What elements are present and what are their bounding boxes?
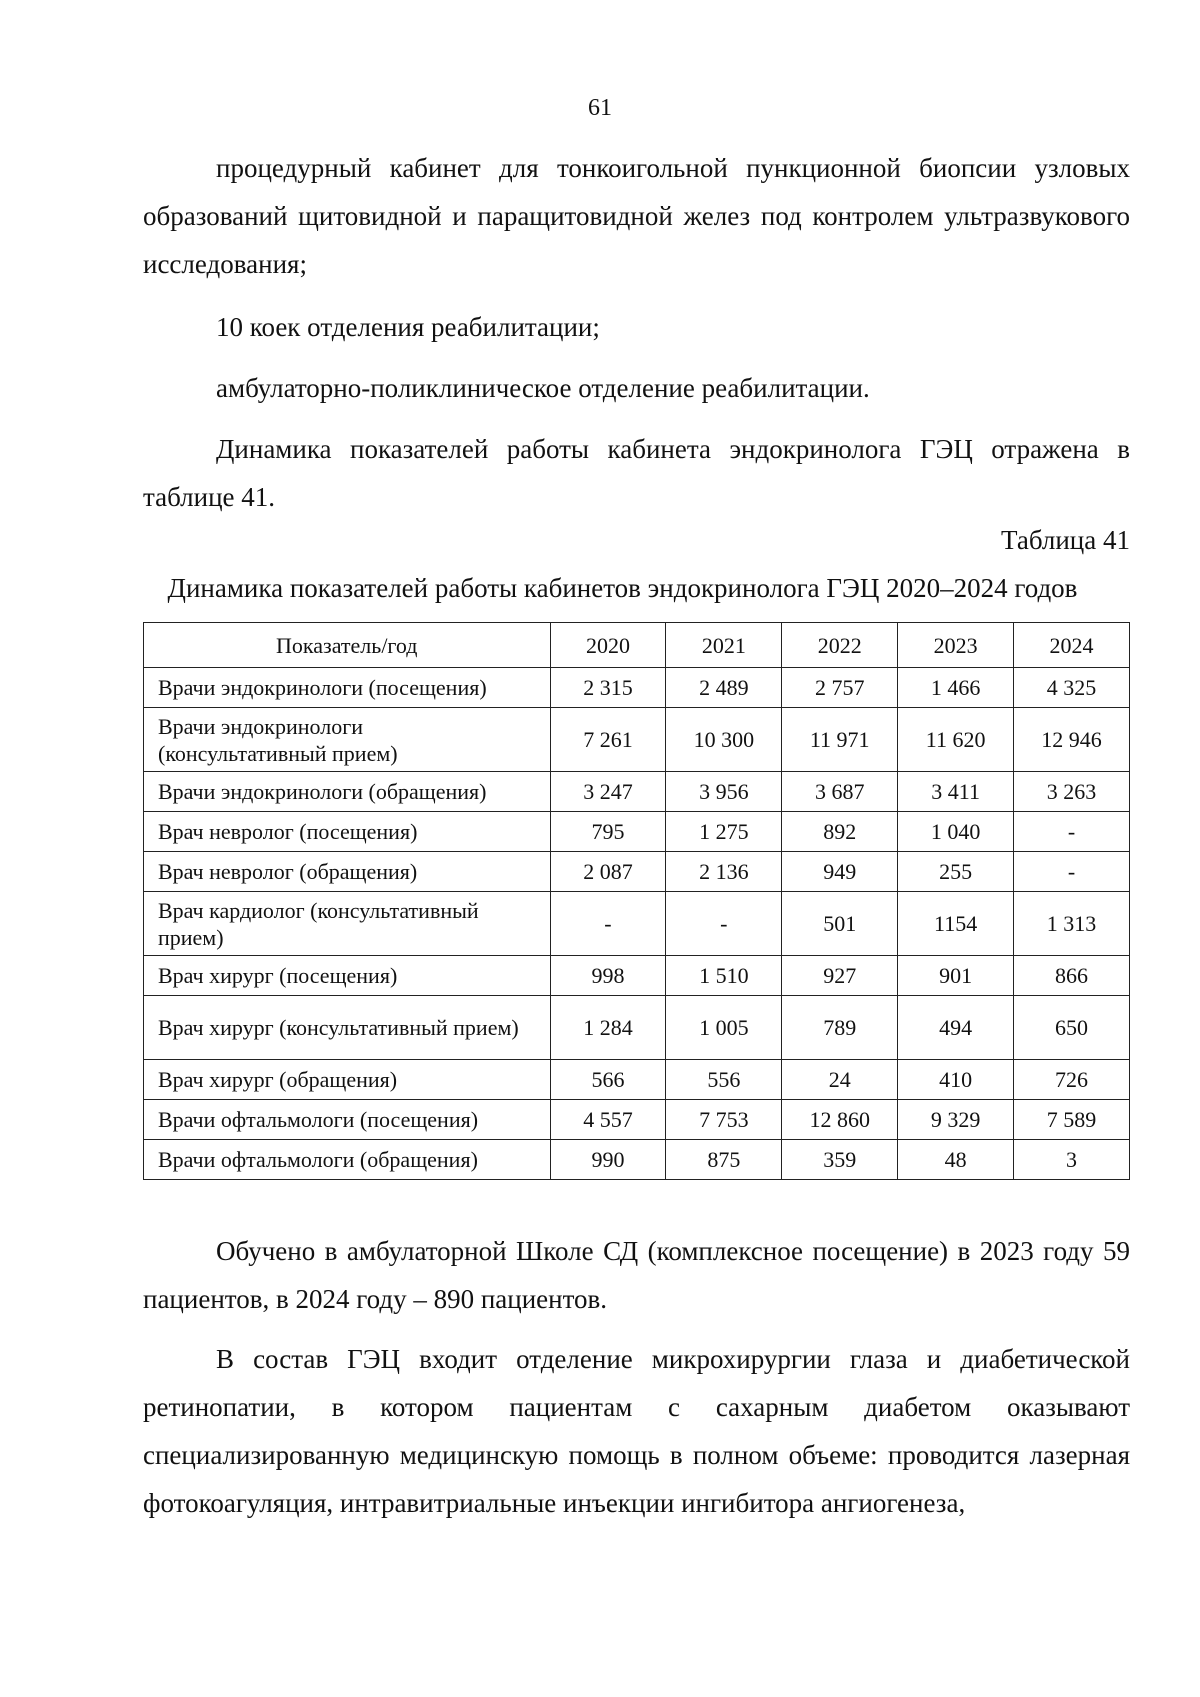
cell-2021: 2 136	[666, 852, 782, 892]
table-row	[144, 956, 1130, 996]
cell-2022: 3 687	[782, 772, 898, 812]
list-item-rehab-beds: 10 коек отделения реабилитации;	[216, 312, 600, 342]
cell-2020: 2 315	[550, 668, 666, 708]
cell-2020: 4 557	[550, 1100, 666, 1140]
row-label: Врач хирург (обращения)	[144, 1060, 551, 1100]
table-title: Динамика показателей работы кабинетов эндокринолога ГЭЦ 2020–2024 годов	[167, 573, 1078, 603]
table-row	[144, 708, 1130, 772]
row-label: Врачи эндокринологи (посещения)	[144, 668, 551, 708]
cell-2024: -	[1014, 852, 1130, 892]
cell-2022: 359	[782, 1140, 898, 1180]
cell-2024: 12 946	[1014, 708, 1130, 772]
cell-2023: 9 329	[898, 1100, 1014, 1140]
cell-2022: 949	[782, 852, 898, 892]
row-label: Врач хирург (консультативный прием)	[144, 996, 551, 1060]
cell-2022: 2 757	[782, 668, 898, 708]
cell-2021: 1 510	[666, 956, 782, 996]
table-row	[144, 996, 1130, 1060]
cell-2024: 650	[1014, 996, 1130, 1060]
header-year-2024: 2024	[1014, 623, 1130, 668]
cell-2020: 1 284	[550, 996, 666, 1060]
cell-2024: -	[1014, 812, 1130, 852]
row-label: Врач хирург (посещения)	[144, 956, 551, 996]
cell-2022: 24	[782, 1060, 898, 1100]
cell-2021: 10 300	[666, 708, 782, 772]
cell-2020: 3 247	[550, 772, 666, 812]
cell-2023: 1154	[898, 892, 1014, 956]
table-header-row	[144, 623, 1130, 668]
cell-2023: 48	[898, 1140, 1014, 1180]
cell-2023: 11 620	[898, 708, 1014, 772]
row-label: Врачи эндокринологи (консультативный прием)	[144, 708, 551, 772]
cell-2022: 927	[782, 956, 898, 996]
cell-2022: 892	[782, 812, 898, 852]
cell-2022: 11 971	[782, 708, 898, 772]
cell-2023: 1 466	[898, 668, 1014, 708]
header-year-2020: 2020	[550, 623, 666, 668]
cell-2020: 7 261	[550, 708, 666, 772]
cell-2020: 2 087	[550, 852, 666, 892]
header-indicator: Показатель/год	[144, 623, 551, 668]
table-row	[144, 772, 1130, 812]
cell-2022: 12 860	[782, 1100, 898, 1140]
table-row	[144, 852, 1130, 892]
cell-2024: 726	[1014, 1060, 1130, 1100]
cell-2023: 3 411	[898, 772, 1014, 812]
header-year-2021: 2021	[666, 623, 782, 668]
cell-2020: 998	[550, 956, 666, 996]
table-row	[144, 1140, 1130, 1180]
cell-2021: 875	[666, 1140, 782, 1180]
table-row	[144, 1060, 1130, 1100]
cell-2024: 866	[1014, 956, 1130, 996]
cell-2024: 3 263	[1014, 772, 1130, 812]
intro-paragraph: процедурный кабинет для тонкоигольной пункционной биопсии узловых образований щитовидной и паращитовидной желез под контролем ультразвукового исследования;	[143, 153, 1130, 279]
cell-2023: 901	[898, 956, 1014, 996]
list-item-outpatient-rehab: амбулаторно-поликлиническое отделение реабилитации.	[216, 373, 870, 403]
microsurgery-paragraph: В состав ГЭЦ входит отделение микрохирургии глаза и диабетической ретинопатии, в котором пациентам с сахарным диабетом оказывают специализированную медицинскую помощь в полном объеме: проводится лазерная фотокоагуляция, интравитриальные инъекции ингибитора ангиогенеза,	[143, 1344, 1130, 1518]
cell-2024: 4 325	[1014, 668, 1130, 708]
cell-2021: 1 275	[666, 812, 782, 852]
school-paragraph: Обучено в амбулаторной Школе СД (комплексное посещение) в 2023 году 59 пациентов, в 2024 году – 890 пациентов.	[143, 1236, 1130, 1314]
cell-2021: 556	[666, 1060, 782, 1100]
row-label: Врачи офтальмологи (обращения)	[144, 1140, 551, 1180]
cell-2022: 501	[782, 892, 898, 956]
cell-2023: 255	[898, 852, 1014, 892]
row-label: Врачи офтальмологи (посещения)	[144, 1100, 551, 1140]
header-year-2023: 2023	[898, 623, 1014, 668]
cell-2023: 1 040	[898, 812, 1014, 852]
cell-2024: 3	[1014, 1140, 1130, 1180]
row-label: Врач кардиолог (консультативный прием)	[144, 892, 551, 956]
table-row	[144, 812, 1130, 852]
cell-2024: 7 589	[1014, 1100, 1130, 1140]
row-label: Врачи эндокринологи (обращения)	[144, 772, 551, 812]
cell-2021: 1 005	[666, 996, 782, 1060]
row-label: Врач невролог (обращения)	[144, 852, 551, 892]
row-label: Врач невролог (посещения)	[144, 812, 551, 852]
cell-2024: 1 313	[1014, 892, 1130, 956]
table-row	[144, 892, 1130, 956]
cell-2022: 789	[782, 996, 898, 1060]
cell-2021: 7 753	[666, 1100, 782, 1140]
header-year-2022: 2022	[782, 623, 898, 668]
cell-2021: -	[666, 892, 782, 956]
table-row	[144, 668, 1130, 708]
cell-2021: 3 956	[666, 772, 782, 812]
cell-2023: 494	[898, 996, 1014, 1060]
cell-2020: 990	[550, 1140, 666, 1180]
cell-2023: 410	[898, 1060, 1014, 1100]
dynamics-paragraph: Динамика показателей работы кабинета эндокринолога ГЭЦ отражена в таблице 41.	[143, 434, 1130, 512]
page-number: 61	[588, 95, 612, 121]
cell-2020: -	[550, 892, 666, 956]
endocrinology-table	[143, 622, 1130, 1180]
cell-2020: 795	[550, 812, 666, 852]
table-row	[144, 1100, 1130, 1140]
table-caption-number: Таблица 41	[1001, 525, 1130, 555]
cell-2020: 566	[550, 1060, 666, 1100]
cell-2021: 2 489	[666, 668, 782, 708]
